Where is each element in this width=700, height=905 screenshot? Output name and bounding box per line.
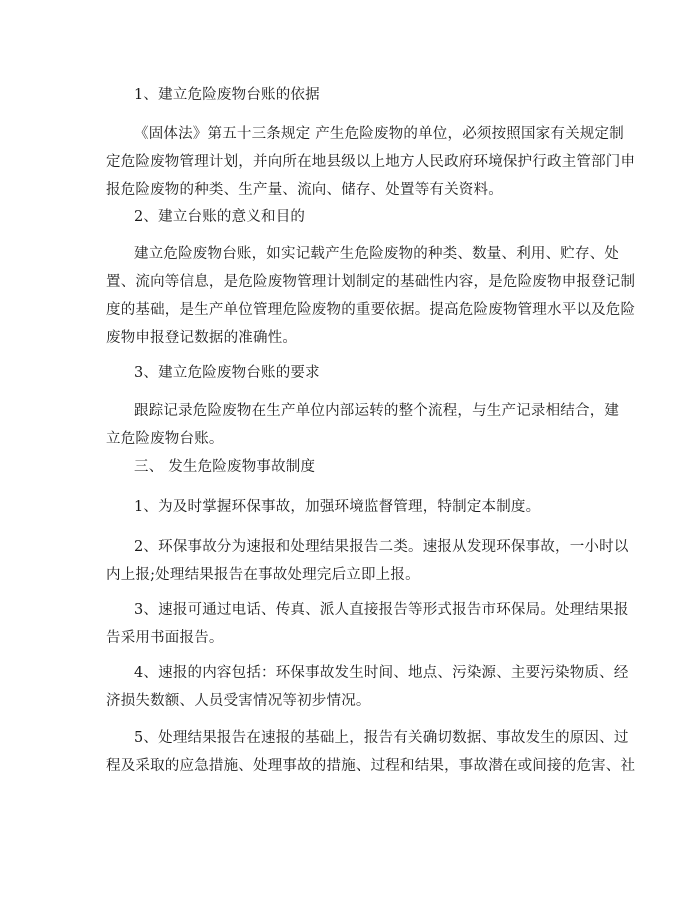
text-line: 报危险废物的种类、生产量、流向、储存、处置等有关资料。 [106,182,503,198]
rule-4 [106,659,629,715]
text-line: 1、建立危险废物台账的依据 [134,87,320,103]
text-line: 跟踪记录危险废物在生产单位内部运转的整个流程，与生产记录相结合，建 [134,403,620,419]
text-line: 4、速报的内容包括：环保事故发生时间、地点、污染源、主要污染物质、经 [134,665,629,681]
text-line: 建立危险废物台账，如实记载产生危险废物的种类、数量、利用、贮存、处 [134,246,620,262]
text-line: 置、流向等信息，是危险废物管理计划制定的基础性内容，是危险废物申报登记制 [106,274,636,290]
text-line: 2、建立台账的意义和目的 [134,209,306,225]
text-line: 废物申报登记数据的准确性。 [106,330,298,346]
paragraph-purpose [106,240,636,352]
text-line: 3、建立危险废物台账的要求 [134,365,320,381]
heading-1 [106,81,606,109]
text-line: 1、为及时掌握环保事故，加强环境监督管理，特制定本制度。 [134,499,541,515]
text-line: 2、环保事故分为速报和处理结果报告二类。速报从发现环保事故，一小时以 [134,539,629,555]
paragraph-basis [106,120,636,204]
text-line: 济损失数额、人员受害情况等初步情况。 [106,693,371,709]
rule-5 [106,724,636,780]
text-line: 告采用书面报告。 [106,630,224,646]
rule-2 [106,533,629,589]
text-line: 《固体法》第五十三条规定 产生危险废物的单位，必须按照国家有关规定制 [134,126,624,142]
rule-3 [106,596,629,652]
text-line: 三、 发生危险废物事故制度 [134,459,316,475]
paragraph-requirements [106,397,620,453]
text-line: 度的基础，是生产单位管理危险废物的重要依据。提高危险废物管理水平以及危险 [106,302,636,318]
rule-1 [106,493,606,521]
section-heading-3 [106,453,606,481]
text-line: 内上报;处理结果报告在事故处理完后立即上报。 [106,567,420,583]
text-line: 程及采取的应急措施、处理事故的措施、过程和结果，事故潜在或间接的危害、社 [106,758,636,774]
text-line: 5、处理结果报告在速报的基础上，报告有关确切数据、事故发生的原因、过 [134,730,629,746]
text-line: 定危险废物管理计划，并向所在地县级以上地方人民政府环境保护行政主管部门申 [106,154,636,170]
heading-2 [106,203,606,231]
text-line: 立危险废物台账。 [106,431,224,447]
text-line: 3、速报可通过电话、传真、派人直接报告等形式报告市环保局。处理结果报 [134,602,629,618]
heading-3 [106,359,606,387]
